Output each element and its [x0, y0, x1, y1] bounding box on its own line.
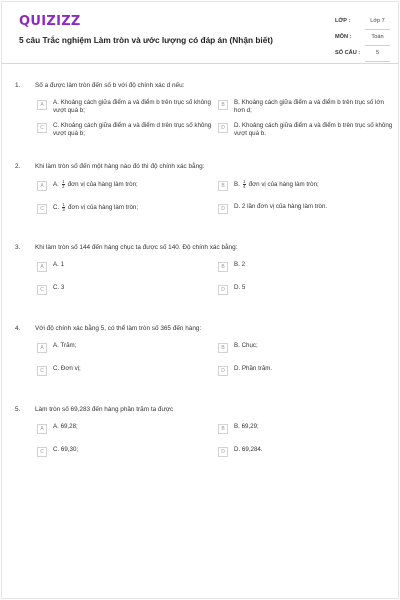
answer-options	[2, 261, 398, 307]
option-text: C. 69,30;	[53, 446, 79, 453]
question-count-label: SỐ CÂU :	[335, 50, 361, 56]
question-3	[2, 240, 398, 307]
question-number: 3.	[15, 244, 21, 251]
option-text: C. 3	[53, 284, 65, 291]
question-stem	[2, 321, 398, 337]
fraction-denominator: 3	[62, 207, 65, 212]
question-number: 1.	[15, 82, 21, 89]
answer-row	[2, 342, 398, 365]
answer-row	[2, 180, 398, 203]
answer-option-b[interactable]	[218, 99, 393, 115]
option-letter-box[interactable]: D	[218, 366, 228, 376]
question-number: 5.	[15, 406, 21, 413]
question-stem	[2, 159, 398, 175]
meta-subject	[335, 34, 390, 50]
answer-option-a[interactable]	[37, 261, 212, 272]
option-letter-box[interactable]: D	[218, 204, 228, 214]
answer-option-c[interactable]	[37, 446, 212, 457]
fraction-denominator: 4	[243, 184, 246, 189]
option-letter-box[interactable]: B	[218, 100, 228, 110]
answer-option-b[interactable]	[218, 180, 393, 191]
option-text	[234, 180, 319, 189]
worksheet-title: 5 câu Trắc nghiệm Làm tròn và ước lượng có đáp án (Nhận biết)	[19, 35, 273, 45]
option-prefix: B.	[234, 181, 240, 189]
worksheet-header	[2, 2, 398, 64]
fraction-denominator: 2	[62, 184, 65, 189]
question-1	[2, 78, 398, 145]
answer-option-a[interactable]	[37, 99, 212, 115]
option-letter-box[interactable]: A	[37, 181, 47, 191]
fraction	[62, 180, 65, 189]
option-letter-box[interactable]: C	[37, 204, 47, 214]
question-text: Khi làm tròn số 144 đến hàng chục ta được số 140. Độ chính xác bằng:	[35, 244, 238, 251]
answer-option-a[interactable]	[37, 180, 212, 191]
answer-option-d[interactable]	[218, 203, 393, 214]
option-text: A. Trăm;	[53, 342, 77, 349]
option-letter-box[interactable]: D	[218, 123, 228, 133]
answer-row	[2, 365, 398, 388]
subject-label: MÔN :	[335, 34, 352, 40]
option-text	[53, 203, 138, 212]
question-text: Khi làm tròn số đến một hàng nào đó thì độ chính xác bằng:	[35, 163, 205, 170]
fraction	[243, 180, 246, 189]
fraction	[62, 203, 65, 212]
option-letter-box[interactable]: A	[37, 100, 47, 110]
answer-option-c[interactable]	[37, 365, 212, 376]
option-text	[53, 180, 138, 189]
question-2	[2, 159, 398, 226]
option-prefix: A.	[53, 181, 59, 189]
answer-row	[2, 284, 398, 307]
answer-option-b[interactable]	[218, 342, 393, 353]
option-letter-box[interactable]: A	[37, 262, 47, 272]
option-letter-box[interactable]: C	[37, 447, 47, 457]
answer-option-d[interactable]	[218, 284, 393, 295]
option-letter-box[interactable]: C	[37, 123, 47, 133]
option-text: D. 2 lần đơn vị của hàng làm tròn.	[234, 203, 328, 210]
answer-row	[2, 446, 398, 469]
question-text: Số a được làm tròn đến số b với độ chính xác d nếu:	[35, 82, 185, 89]
option-text: B. 2	[234, 261, 246, 268]
grade-value: Lớp 7	[365, 18, 390, 30]
answer-option-a[interactable]	[37, 423, 212, 434]
option-text: B. Khoảng cách giữa điểm a và điểm b trên trục số lớn hơn d;	[234, 99, 384, 114]
question-4	[2, 321, 398, 388]
worksheet-meta	[335, 18, 390, 66]
option-text: D. Phần trăm.	[234, 365, 273, 372]
question-count-value: 5	[365, 50, 390, 62]
option-text: B. 69,29;	[234, 423, 259, 430]
option-text: A. 1	[53, 261, 65, 268]
meta-grade	[335, 18, 390, 34]
question-text: Với độ chính xác bằng 5, có thể làm tròn số 365 đến hàng:	[35, 325, 202, 332]
option-letter-box[interactable]: C	[37, 366, 47, 376]
option-letter-box[interactable]: C	[37, 285, 47, 295]
option-text: B. Chục;	[234, 342, 258, 349]
option-letter-box[interactable]: B	[218, 262, 228, 272]
question-stem	[2, 78, 398, 94]
grade-label: LỚP :	[335, 18, 351, 24]
answer-row	[2, 122, 398, 145]
option-letter-box[interactable]: D	[218, 447, 228, 457]
option-letter-box[interactable]: D	[218, 285, 228, 295]
fraction-numerator: 1	[62, 179, 65, 184]
fraction-numerator: 1	[62, 202, 65, 207]
answer-option-a[interactable]	[37, 342, 212, 353]
meta-question-count	[335, 50, 390, 66]
option-text: D. 69,284.	[234, 446, 263, 453]
question-stem	[2, 402, 398, 418]
option-letter-box[interactable]: A	[37, 343, 47, 353]
answer-option-b[interactable]	[218, 261, 393, 272]
answer-option-c[interactable]	[37, 122, 212, 138]
option-letter-box[interactable]: B	[218, 424, 228, 434]
option-prefix: C.	[53, 204, 60, 212]
option-text: D. 5	[234, 284, 246, 291]
option-letter-box[interactable]: B	[218, 181, 228, 191]
answer-option-d[interactable]	[218, 446, 393, 457]
answer-row	[2, 423, 398, 446]
worksheet-page	[1, 1, 399, 599]
quizizz-logo: QUIZIZZ	[19, 14, 81, 29]
answer-option-d[interactable]	[218, 365, 393, 376]
answer-row	[2, 203, 398, 226]
answer-option-d[interactable]	[218, 122, 393, 138]
answer-row	[2, 99, 398, 122]
answer-options	[2, 342, 398, 388]
question-text: Làm tròn số 69,283 đến hàng phần trăm ta được	[35, 406, 174, 413]
option-text: C. Khoảng cách giữa điểm a và điểm d trên trục số không vượt quá b;	[53, 122, 212, 137]
option-letter-box[interactable]: A	[37, 424, 47, 434]
answer-options	[2, 99, 398, 145]
answer-option-c[interactable]	[37, 203, 212, 214]
answer-options	[2, 423, 398, 469]
answer-row	[2, 261, 398, 284]
option-text: C. Đơn vị;	[53, 365, 81, 372]
option-suffix: đơn vị của hàng làm tròn;	[68, 204, 139, 212]
option-text: D. Khoảng cách giữa điểm a và điểm b trên trục số không vượt quá b.	[234, 122, 393, 137]
question-stem	[2, 240, 398, 256]
question-number: 2.	[15, 163, 21, 170]
answer-option-c[interactable]	[37, 284, 212, 295]
option-suffix: đơn vị của hàng làm tròn;	[248, 181, 319, 189]
question-5	[2, 402, 398, 469]
question-list	[2, 78, 398, 469]
answer-options	[2, 180, 398, 226]
question-number: 4.	[15, 325, 21, 332]
fraction-numerator: 1	[243, 179, 246, 184]
subject-value: Toán	[365, 34, 390, 46]
option-suffix: đơn vị của hàng làm tròn;	[67, 181, 138, 189]
option-text: A. 69,28;	[53, 423, 78, 430]
option-letter-box[interactable]: B	[218, 343, 228, 353]
answer-option-b[interactable]	[218, 423, 393, 434]
option-text: A. Khoảng cách giữa điểm a và điểm b trên trục số không vượt quá b;	[53, 99, 211, 114]
